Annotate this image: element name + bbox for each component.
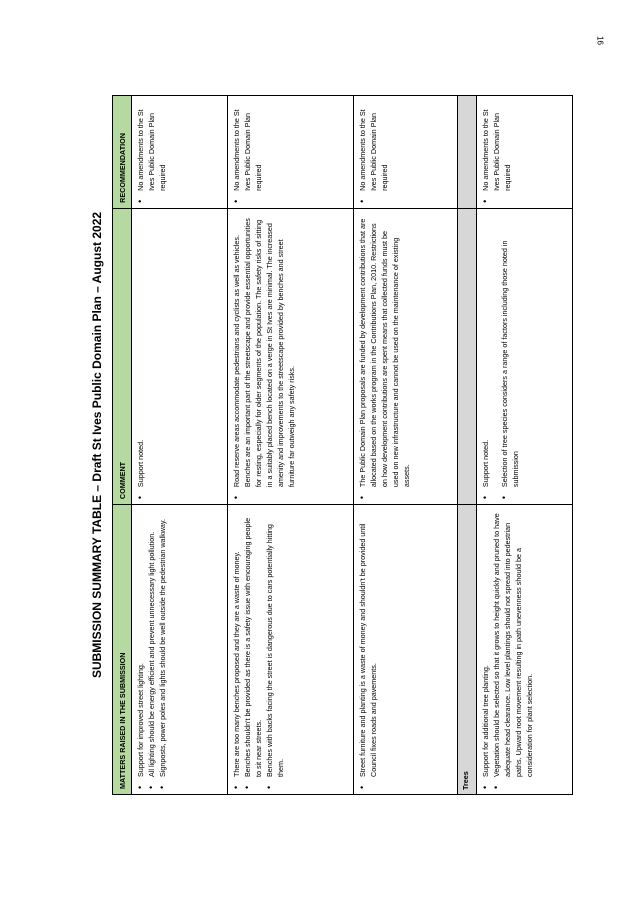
matters-cell	[477, 505, 573, 795]
list-item: • Street furniture and planting is a waste of money and shouldn't be provided until Council fixes roads and pavements.	[357, 510, 379, 777]
list-item: • Support noted.	[135, 214, 146, 487]
recommendation-cell	[132, 96, 228, 209]
section-row-trees	[458, 96, 477, 795]
list-item: • Signposts, power poles and lights should be well outside the pedestrian walkway.	[157, 510, 168, 777]
list-item: • Selection of tree species considers a range of factors including those noted in submission	[499, 214, 521, 487]
header-recommendation: RECOMMENDATION	[113, 96, 132, 209]
list-item: • No amendments to the St Ives Public Domain Plan required	[231, 101, 264, 191]
matters-cell	[354, 505, 458, 795]
header-matters: MATTERS RAISED IN THE SUBMISSION	[113, 505, 132, 795]
table-row	[132, 96, 228, 795]
page-number: 16	[595, 36, 605, 45]
list-item: • All lighting should be energy efficient and prevent unnecessary light pollution.	[146, 510, 157, 777]
comment-cell	[477, 208, 573, 504]
header-comment: COMMENT	[113, 208, 132, 504]
recommendation-cell	[354, 96, 458, 209]
list-item: • Support for improved street lighting.	[135, 510, 146, 777]
list-item: • Benches shouldn't be provided as there is a safety issue with encouraging people to sit near streets.	[242, 510, 264, 777]
list-item: • Support noted.	[480, 214, 491, 487]
list-item: • Support for additional tree planting.	[480, 510, 491, 777]
table-header-row	[113, 96, 132, 795]
comment-cell	[132, 208, 228, 504]
section-blank-cell	[458, 208, 477, 504]
page-title: SUBMISSION SUMMARY TABLE – Draft St Ives Public Domain Plan – August 2022	[90, 211, 104, 679]
section-blank-cell	[458, 96, 477, 209]
list-item: • No amendments to the St Ives Public Domain Plan required	[357, 101, 390, 191]
submission-summary-table	[112, 95, 573, 795]
recommendation-cell	[477, 96, 573, 209]
list-item: • No amendments to the St Ives Public Domain Plan required	[480, 101, 513, 191]
table-row	[228, 96, 354, 795]
section-heading-trees: Trees	[458, 505, 477, 795]
list-item: • No amendments to the St Ives Public Domain Plan required	[135, 101, 168, 191]
matters-cell	[132, 505, 228, 795]
landscape-page	[90, 95, 550, 795]
list-item: • Benches with backs facing the street is dangerous due to cars potentially hitting them.	[264, 510, 286, 777]
comment-cell	[228, 208, 354, 504]
recommendation-cell	[228, 96, 354, 209]
table-row	[354, 96, 458, 795]
matters-cell	[228, 505, 354, 795]
list-item: • Road reserve areas accommodate pedestrians and cyclists as well as vehicles. Benches are an important part of the streetscape and provide essential opportunities for resting, especially for older segments of the population. The safety risks of sitting in a suitably placed bench located on a verge in St Ives are minimal. The increased amenity and improvements to the streetscape provided by benches and street furniture far outweigh any safety risks.	[231, 214, 297, 487]
list-item: • Vegetation should be selected so that it grows to height quickly and pruned to have adequate head clearance. Low level plantings should not spread into pedestrian paths. Upward root movement resulting in path unevenness should be a consideration for plant selection.	[491, 510, 535, 777]
list-item: • There are too many benches proposed and they are a waste of money.	[231, 510, 242, 777]
list-item: • The Public Domain Plan proposals are funded by development contributions that are allocated based on the works program in the Contributions Plan, 2010. Restrictions on how development contributions are spent means that collected funds must be used on new infrastructure and cannot be used on the maintenance of existing assets.	[357, 214, 412, 487]
table-row	[477, 96, 573, 795]
comment-cell	[354, 208, 458, 504]
